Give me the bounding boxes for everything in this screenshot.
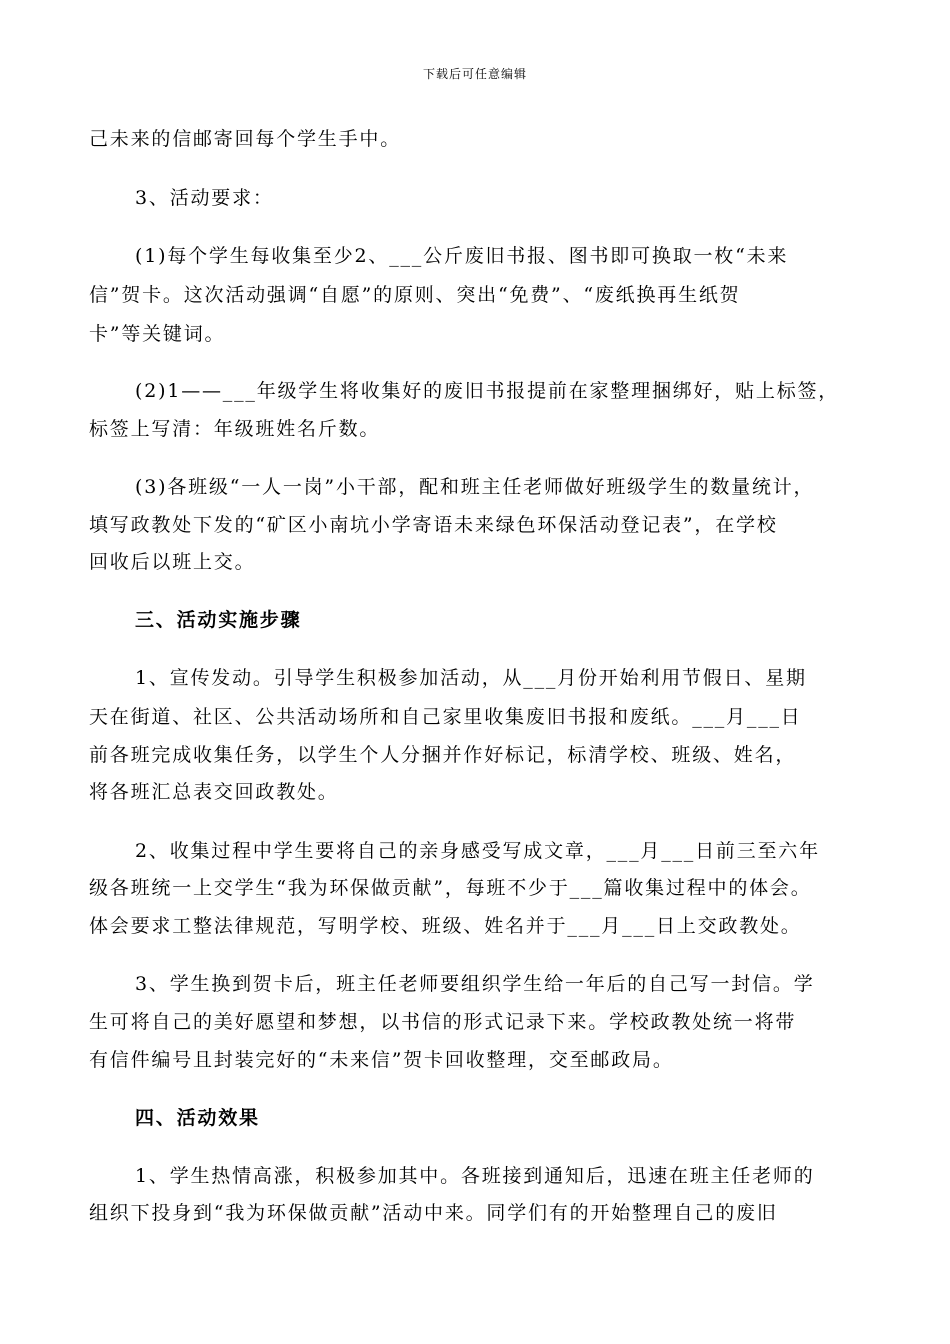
body-line: 生可将自己的美好愿望和梦想，以书信的形式记录下来。学校政教处统一将带 (89, 1011, 797, 1033)
body-line: 己未来的信邮寄回每个学生手中。 (89, 128, 402, 150)
body-line: 信”贺卡。这次活动强调“自愿”的原则、突出“免费”、“废纸换再生纸贺 (89, 284, 741, 306)
body-line: (1)每个学生每收集至少2、___公斤废旧书报、图书即可换取一枚“未来 (135, 245, 789, 267)
body-line: 天在街道、社区、公共活动场所和自己家里收集废旧书报和废纸。___月___日 (89, 706, 802, 728)
body-line: 有信件编号且封装完好的“未来信”贺卡回收整理，交至邮政局。 (89, 1049, 674, 1071)
page-header: 下载后可任意编辑 (422, 67, 527, 81)
body-line: 卡”等关键词。 (89, 323, 226, 345)
body-line: 1、宣传发动。引导学生积极参加活动，从___月份开始利用节假日、星期 (135, 667, 807, 689)
body-line: 组织下投身到“我为环保做贡献”活动中来。同学们有的开始整理自己的废旧 (89, 1202, 778, 1224)
body-line: 前各班完成收集任务，以学生个人分捆并作好标记，标清学校、班级、姓名， (89, 744, 797, 766)
section-heading-3: 三、活动实施步骤 (135, 609, 302, 631)
body-line: 回收后以班上交。 (89, 551, 256, 573)
body-line: 2、收集过程中学生要将自己的亲身感受写成文章，___月___日前三至六年 (135, 840, 820, 862)
body-line: (2)1——___年级学生将收集好的废旧书报提前在家整理捆绑好，贴上标签， (135, 380, 840, 402)
body-line: 体会要求工整法律规范，写明学校、班级、姓名并于___月___日上交政教处。 (89, 915, 802, 937)
body-line: 级各班统一上交学生“我为环保做贡献”，每班不少于___篇收集过程中的体会。 (89, 877, 812, 899)
section-item-3: 3、活动要求： (135, 187, 274, 209)
body-line: 填写政教处下发的“矿区小南坑小学寄语未来绿色环保活动登记表”，在学校 (89, 514, 778, 536)
body-line: 将各班汇总表交回政教处。 (89, 781, 339, 803)
body-line: 3、学生换到贺卡后，班主任老师要组织学生给一年后的自己写一封信。学 (135, 973, 815, 995)
body-line: 1、学生热情高涨，积极参加其中。各班接到通知后，迅速在班主任老师的 (135, 1165, 815, 1187)
body-line: 标签上写清：年级班姓名斤数。 (89, 418, 381, 440)
body-line: (3)各班级“一人一岗”小干部，配和班主任老师做好班级学生的数量统计， (135, 476, 815, 498)
section-heading-4: 四、活动效果 (135, 1107, 260, 1129)
